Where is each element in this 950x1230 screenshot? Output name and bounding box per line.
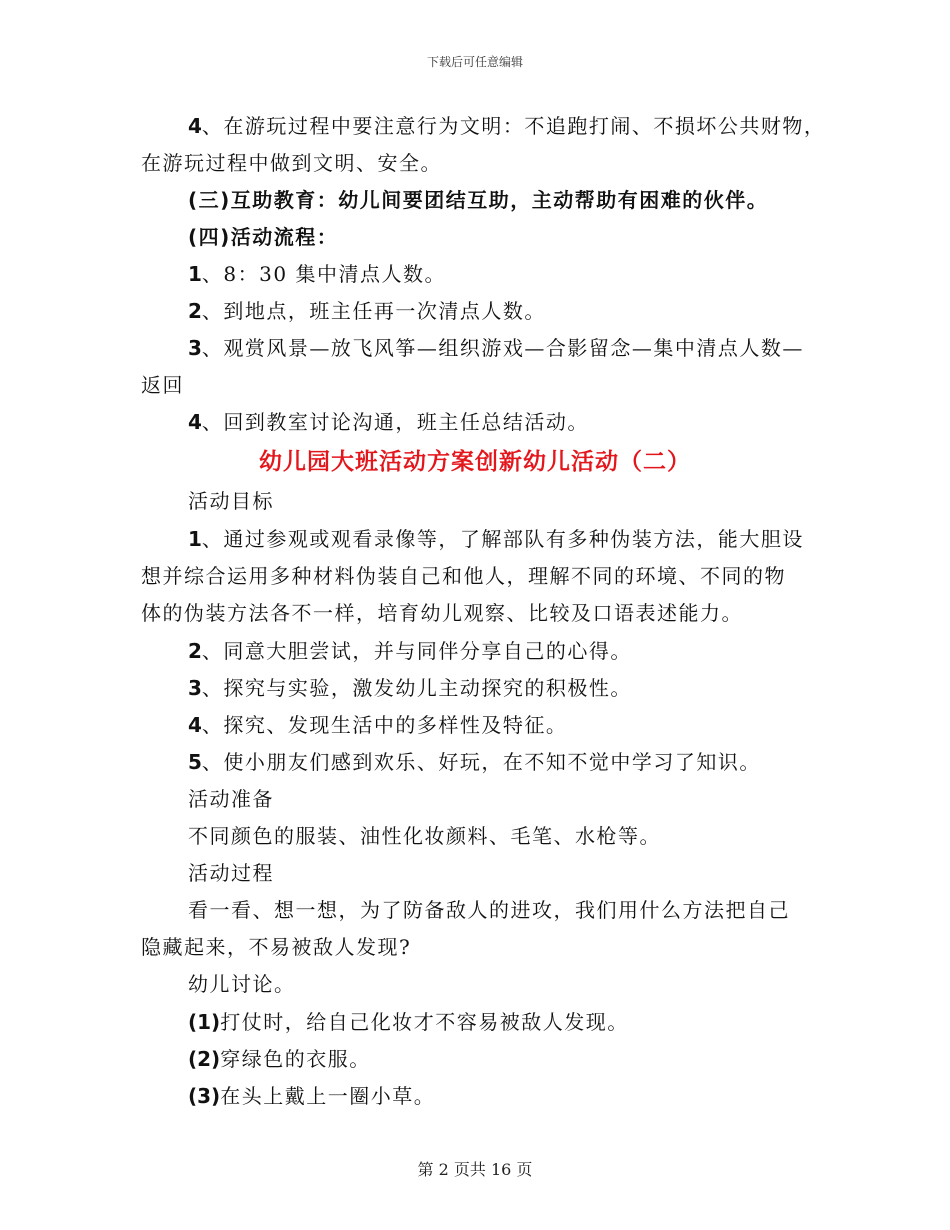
paragraph-text: 、在游玩过程中要注意行为文明：不追跑打闹、不损坏公共财物，	[201, 114, 826, 138]
page-header: 下载后可任意编辑	[426, 55, 523, 69]
subheading: 活动目标	[188, 489, 274, 513]
paragraph-text: 在头上戴上一圈小草。	[220, 1084, 436, 1108]
paragraph-line: 隐藏起来，不易被敌人发现?	[141, 935, 412, 959]
subheading: 活动准备	[188, 787, 274, 811]
list-number: 4	[188, 114, 202, 138]
paragraph-line	[188, 299, 546, 323]
paragraph-line	[188, 1047, 371, 1071]
paragraph-text: 、到地点，班主任再一次清点人数。	[201, 299, 546, 323]
paragraph-text: 、使小朋友们感到欢乐、好玩，在不知不觉中学习了知识。	[201, 750, 761, 774]
list-number: 2	[188, 639, 202, 663]
paragraph-line	[188, 527, 804, 551]
list-number: 5	[188, 750, 202, 774]
paragraph-line: 看一看、想一想，为了防备敌人的进攻，我们用什么方法把自己	[188, 898, 790, 922]
paragraph-line: 想并综合运用多种材料伪装自己和他人，理解不同的环境、不同的物	[141, 564, 786, 588]
list-number: 3	[188, 336, 202, 360]
paragraph-text: 、同意大胆尝试，并与同伴分享自己的心得。	[201, 639, 632, 663]
list-number: (1)	[188, 1010, 221, 1034]
paragraph-text: 、探究、发现生活中的多样性及特征。	[201, 713, 568, 737]
list-number: 4	[188, 410, 202, 434]
paragraph-text: 、观赏风景—放飞风筝—组织游戏—合影留念—集中清点人数—	[201, 336, 804, 360]
list-number: (3)	[188, 1084, 221, 1108]
paragraph-line	[188, 262, 446, 286]
page-footer: 第 2 页共 16 页	[417, 1160, 533, 1179]
paragraph-line	[188, 1010, 629, 1034]
paragraph-line: 在游玩过程中做到文明、安全。	[141, 151, 442, 175]
list-number: (2)	[188, 1047, 221, 1071]
paragraph-line: 体的伪装方法各不一样，培育幼儿观察、比较及口语表述能力。	[141, 601, 743, 625]
list-number: 1	[188, 262, 202, 286]
paragraph-line	[188, 639, 632, 663]
list-number: 2	[188, 299, 202, 323]
list-number: 1	[188, 527, 202, 551]
paragraph-line	[188, 336, 804, 360]
bold-heading-line: (三)互助教育：幼儿间要团结互助，主动帮助有困难的伙伴。	[188, 188, 769, 212]
list-number: 4	[188, 713, 202, 737]
paragraph-line: 返回	[141, 373, 184, 397]
section-title: 幼儿园大班活动方案创新幼儿活动（二）	[259, 449, 691, 475]
paragraph-line	[188, 676, 632, 700]
paragraph-text: 、探究与实验，激发幼儿主动探究的积极性。	[201, 676, 632, 700]
paragraph-line: 不同颜色的服装、油性化妆颜料、毛笔、水枪等。	[188, 824, 661, 848]
paragraph-text: 、通过参观或观看录像等，了解部队有多种伪装方法，能大胆设	[201, 527, 804, 551]
bold-heading-line: (四)活动流程：	[188, 225, 339, 249]
paragraph-line	[188, 410, 589, 434]
subheading: 活动过程	[188, 861, 274, 885]
paragraph-line	[188, 713, 567, 737]
paragraph-line	[188, 1084, 435, 1108]
paragraph-line	[188, 114, 825, 138]
paragraph-text: 、8：30 集中清点人数。	[201, 262, 446, 286]
paragraph-text: 穿绿色的衣服。	[220, 1047, 371, 1071]
paragraph-line: 幼儿讨论。	[188, 972, 296, 996]
list-number: 3	[188, 676, 202, 700]
paragraph-text: 、回到教室讨论沟通，班主任总结活动。	[201, 410, 589, 434]
paragraph-text: 打仗时，给自己化妆才不容易被敌人发现。	[220, 1010, 629, 1034]
paragraph-line	[188, 750, 761, 774]
